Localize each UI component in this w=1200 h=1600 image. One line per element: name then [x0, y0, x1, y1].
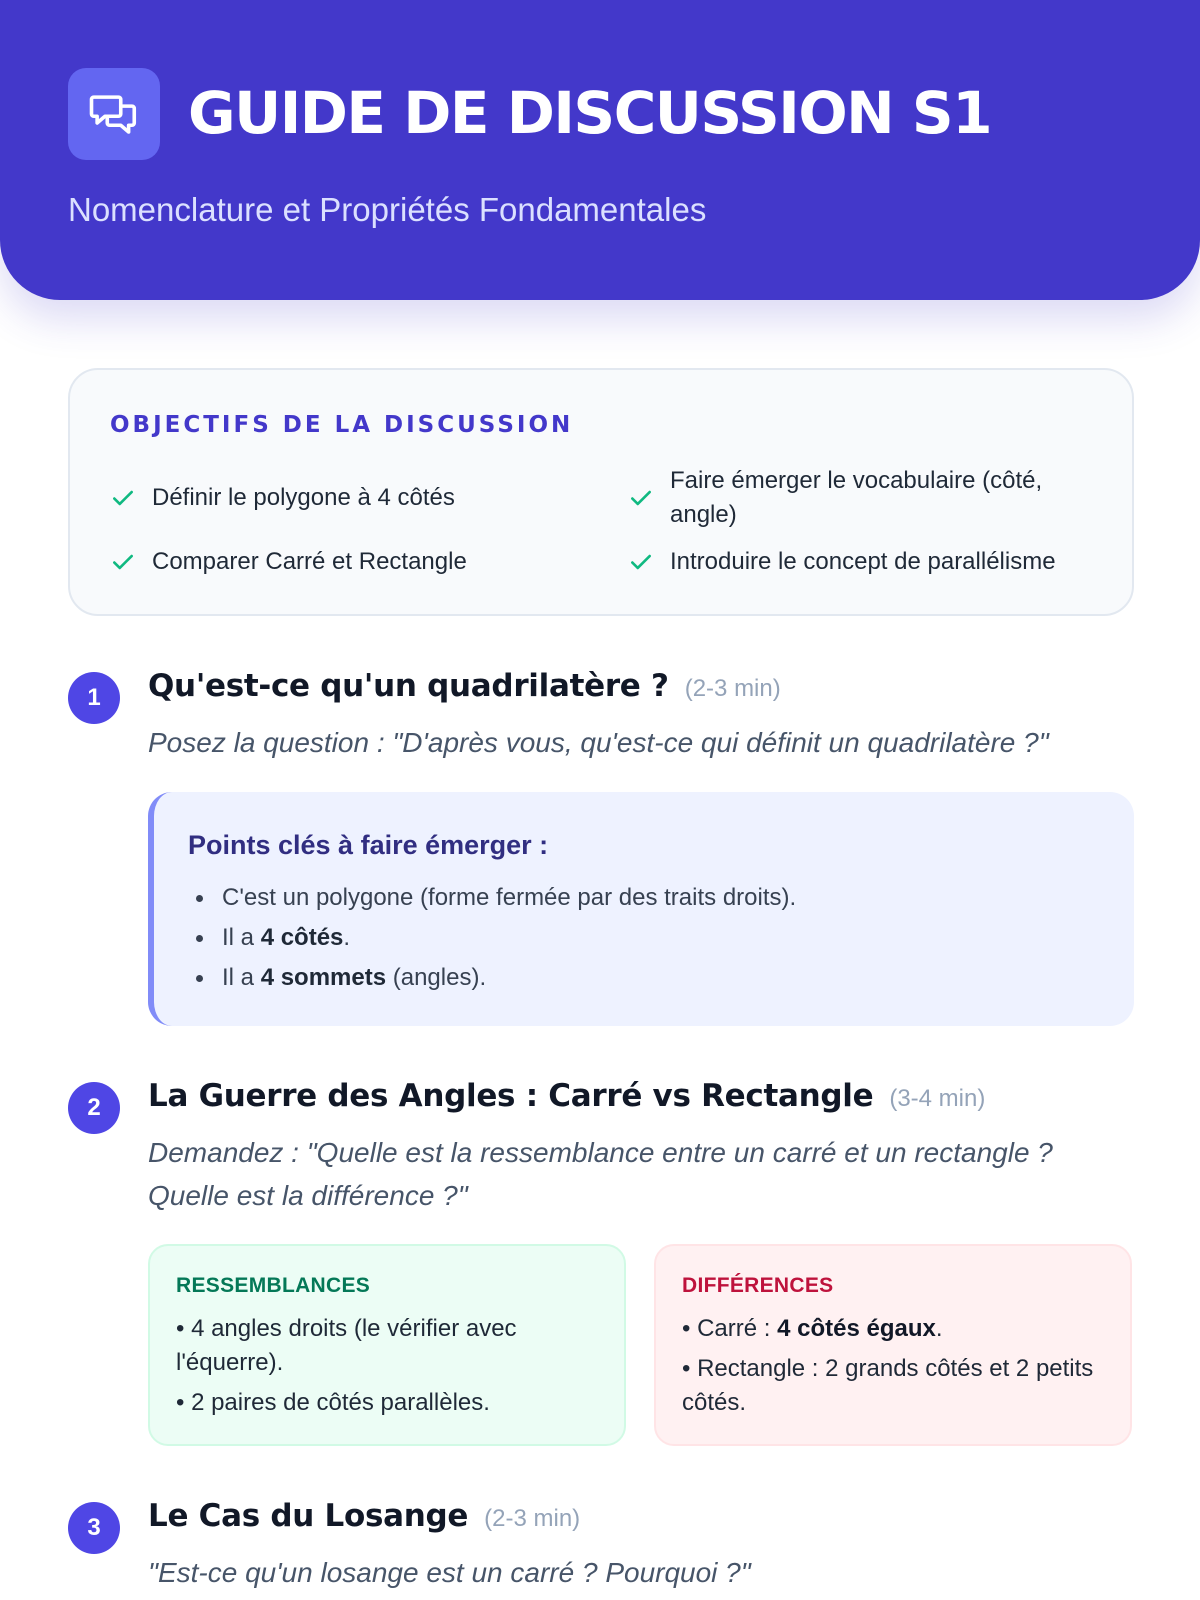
step-duration: (2-3 min): [684, 675, 781, 702]
differences-card: [654, 1244, 1132, 1446]
similarities-card: [148, 1244, 626, 1446]
chat-bubbles-icon: [68, 68, 160, 160]
check-icon: [628, 549, 654, 575]
keypoints-heading: Points clés à faire émerger :: [188, 830, 549, 860]
similarities-heading: RESSEMBLANCES: [176, 1274, 371, 1297]
objective-text: Définir le polygone à 4 côtés: [152, 484, 455, 511]
step-prompt: Demandez : "Quelle est la ressemblance entre un carré et un rectangle ? Quelle est la différence ?": [148, 1137, 1053, 1211]
objectives-card: [68, 368, 1134, 616]
keypoints-box: [148, 792, 1134, 1026]
objective-item: [110, 545, 570, 579]
objective-text: Introduire le concept de parallélisme: [670, 548, 1056, 575]
keypoints-list: [188, 878, 796, 998]
list-item: • Rectangle : 2 grands côtés et 2 petits côtés.: [682, 1355, 1094, 1416]
list-item: C'est un polygone (forme fermée par des traits droits).: [188, 878, 796, 918]
step-number-badge: 3: [68, 1502, 120, 1554]
step-title: [148, 668, 781, 704]
list-item: • 4 angles droits (le vérifier avec l'équerre).: [176, 1315, 517, 1376]
differences-heading: DIFFÉRENCES: [682, 1274, 834, 1297]
step-number-badge: 2: [68, 1082, 120, 1134]
objective-item: [110, 481, 570, 515]
step-title-text: La Guerre des Angles : Carré vs Rectangle: [148, 1078, 874, 1114]
check-icon: [110, 549, 136, 575]
page-subtitle: Nomenclature et Propriétés Fondamentales: [68, 191, 707, 228]
step-prompt: "Est-ce qu'un losange est un carré ? Pourquoi ?": [148, 1557, 751, 1588]
list-item: • 2 paires de côtés parallèles.: [176, 1389, 490, 1416]
objective-text: Comparer Carré et Rectangle: [152, 548, 467, 575]
step-number-badge: 1: [68, 672, 120, 724]
check-icon: [110, 485, 136, 511]
list-item: • Carré : 4 côtés égaux.: [682, 1315, 943, 1342]
objectives-heading: OBJECTIFS DE LA DISCUSSION: [110, 412, 574, 438]
page-title: GUIDE DE DISCUSSION S1: [188, 79, 992, 147]
objective-item: [628, 545, 1098, 579]
step-title-text: Le Cas du Losange: [148, 1498, 469, 1534]
step-prompt: Posez la question : "D'après vous, qu'est-ce qui définit un quadrilatère ?": [148, 727, 1049, 758]
step-duration: (2-3 min): [484, 1505, 581, 1532]
list-item: Il a 4 sommets (angles).: [188, 958, 796, 998]
check-icon: [628, 485, 654, 511]
objective-text: Faire émerger le vocabulaire (côté, angle): [670, 467, 1043, 528]
step-title: [148, 1498, 580, 1534]
list-item: Il a 4 côtés.: [188, 918, 796, 958]
step-title-text: Qu'est-ce qu'un quadrilatère ?: [148, 668, 669, 704]
step-duration: (3-4 min): [889, 1085, 986, 1112]
objective-item: [628, 464, 1088, 532]
step-title: [148, 1078, 985, 1114]
header-banner: [0, 0, 1200, 300]
